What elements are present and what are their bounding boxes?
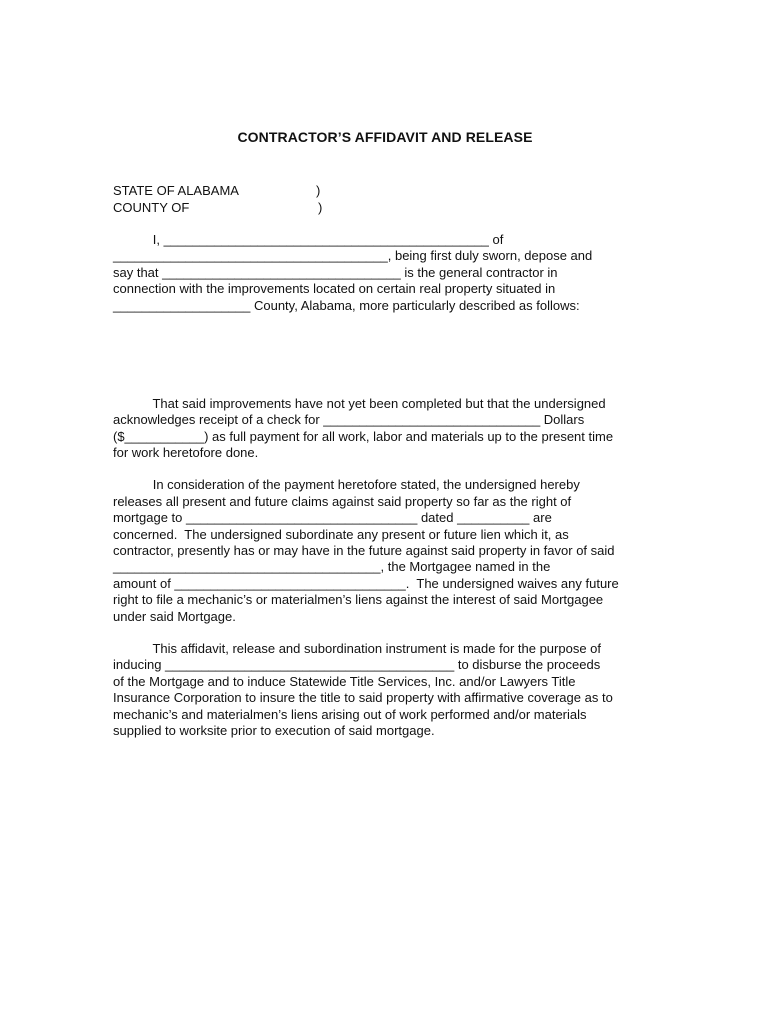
paragraph-line: In consideration of the payment heretofore stated, the undersigned hereby — [113, 477, 580, 492]
paragraph-line: ($___________) as full payment for all work, labor and materials up to the present time — [113, 428, 614, 444]
county-row — [113, 199, 323, 217]
paragraph-line: under said Mortgage. — [113, 608, 236, 624]
paragraph-line: of the Mortgage and to induce Statewide Title Services, Inc. and/or Lawyers Title — [113, 673, 576, 689]
state-row — [113, 183, 321, 200]
paragraph-line: contractor, presently has or may have in the future against said property in favor of said — [113, 543, 615, 558]
state-label: STATE OF ALABAMA — [113, 183, 239, 198]
county-label: COUNTY OF — [113, 199, 190, 215]
paragraph-line: connection with the improvements located on certain real property situated in — [113, 281, 556, 296]
venue-caption — [113, 183, 323, 216]
paragraph-line: concerned. The undersigned subordinate any present or future lien which it, as — [113, 526, 569, 542]
paragraph-line: for work heretofore done. — [113, 445, 259, 460]
paragraph-line: mechanic’s and materialmen’s liens arising out of work performed and/or materials — [113, 706, 587, 722]
paragraph-line: _____________________________________, the Mortgagee named in the — [113, 559, 551, 574]
paragraph-line: mortgage to ________________________________ dated __________ are — [113, 510, 552, 525]
paragraph-line: supplied to worksite prior to execution of said mortgage. — [113, 723, 435, 738]
paragraph-line: acknowledges receipt of a check for ______________________________ Dollars — [113, 412, 585, 427]
state-paren: ) — [316, 183, 321, 198]
paragraph-line: amount of ________________________________. The undersigned waives any future — [113, 575, 619, 591]
paragraph-line: This affidavit, release and subordination instrument is made for the purpose of — [113, 640, 602, 656]
paragraph-line: ______________________________________, being first duly sworn, depose and — [113, 248, 593, 263]
paragraph-line: I, _____________________________________________ of — [113, 232, 504, 247]
paragraph-line: ___________________ County, Alabama, more particularly described as follows: — [113, 297, 580, 313]
county-paren: ) — [318, 199, 323, 215]
paragraph-line: That said improvements have not yet been completed but that the undersigned — [113, 395, 606, 411]
paragraph-line: right to file a mechanic’s or materialmen’s liens against the interest of said Mortgagee — [113, 592, 604, 607]
paragraph-line: inducing ________________________________________ to disburse the proceeds — [113, 657, 601, 672]
document-title: CONTRACTOR’S AFFIDAVIT AND RELEASE — [237, 129, 533, 145]
paragraph-line: releases all present and future claims against said property so far as the right of — [113, 493, 572, 509]
paragraph-line: Insurance Corporation to insure the title to said property with affirmative coverage as to — [113, 690, 613, 705]
paragraph-line: say that _________________________________ is the general contractor in — [113, 264, 558, 280]
